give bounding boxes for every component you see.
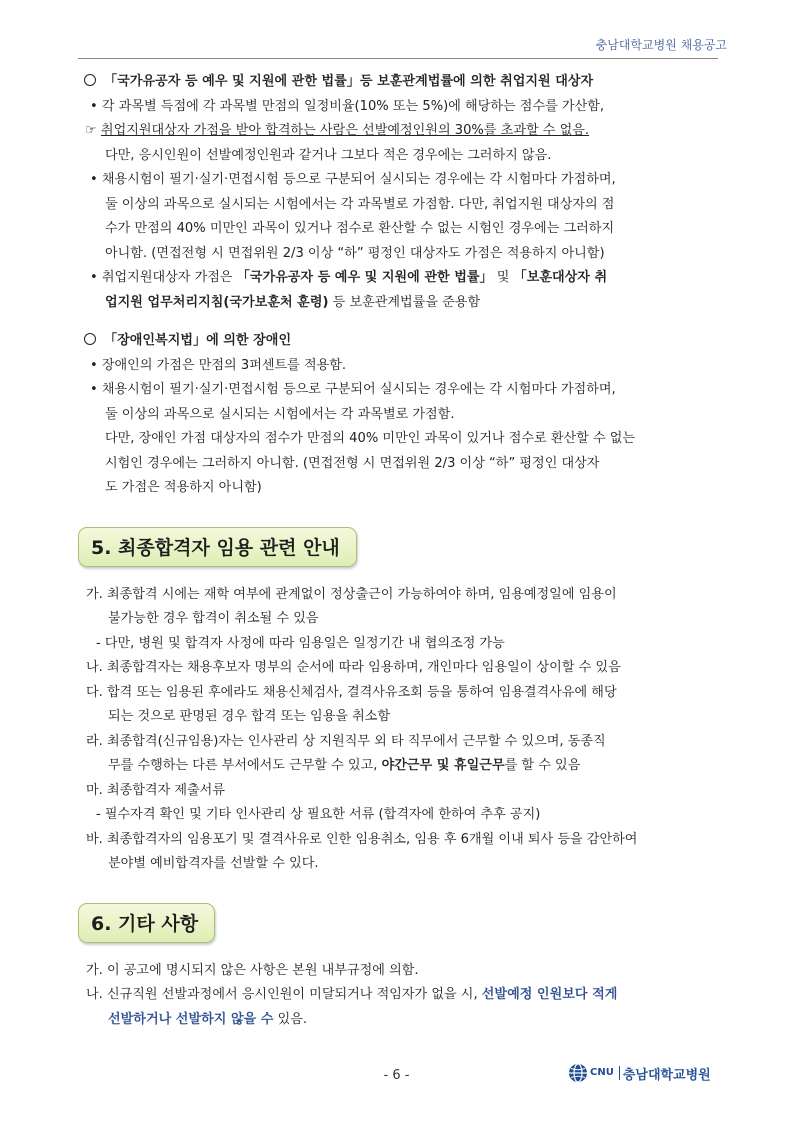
veterans-bullet-2-line-3: 수가 만점의 40% 미만인 과목이 있거나 점수로 환산할 수 없는 시험인 경우에는 그러하지 (105, 221, 615, 236)
veterans-bullet-2-line-1: • 채용시험이 필기‧실기‧면접시험 등으로 구분되어 실시되는 경우에는 각 시험마다 가점하며, (90, 172, 616, 187)
hospital-logo (568, 1063, 711, 1083)
veterans-bullet-3-line-1: • 취업지원대상자 가점은 「국가유공자 등 예우 및 지원에 관한 법률」 및 「보훈대상자 취 (90, 270, 608, 285)
disabled-bullet-2-line-2: 둘 이상의 과목으로 실시되는 시험에서는 각 과목별로 가점함. (105, 406, 455, 422)
veterans-bullet-2-line-4: 아니함. (면접전형 시 면접위원 2/3 이상 “하” 평정인 대상자도 가점은 적용하지 아니함) (105, 245, 605, 261)
s5-item-na: 나. 최종합격자는 채용후보자 명부의 순서에 따라 임용하며, 개인마다 임용일이 상이할 수 있음 (86, 660, 621, 675)
s5-item-ra-line-1: 라. 최종합격(신규임용)자는 인사관리 상 지원직무 외 타 직무에서 근무할 수 있으며, 동종직 (86, 733, 606, 749)
logo-separator (619, 1066, 620, 1080)
circle-bullet-icon (84, 74, 96, 86)
globe-logo-icon (568, 1063, 588, 1083)
disabled-bullet-2-line-5: 도 가점은 적용하지 아니함) (105, 480, 262, 495)
page-content (80, 70, 720, 1032)
pointing-hand-icon: ☞ (85, 123, 97, 138)
s6-item-na-line-1: 나. 신규직원 선발과정에서 응시인원이 미달되거나 적임자가 없을 시, 선발예정 인원보다 적게 (86, 987, 618, 1002)
s5-item-ga-line-2: 불가능한 경우 합격이 취소될 수 있음 (108, 611, 319, 626)
s5-item-ba-line-1: 바. 최종합격자의 임용포기 및 결격사유로 인한 임용취소, 임용 후 6개월 이내 퇴사 등을 감안하여 (86, 831, 638, 847)
disabled-bullet-1: • 장애인의 가점은 만점의 3퍼센트를 적용함. (90, 357, 347, 373)
s5-item-da-line-2: 되는 것으로 판명된 경우 합격 또는 임용을 취소함 (108, 709, 391, 724)
veterans-bullet-3-line-2: 업지원 업무처리지침(국가보훈처 훈령) 등 보훈관계법률을 준용함 (105, 294, 481, 310)
s5-item-ra-line-2: 무를 수행하는 다른 부서에서도 근무할 수 있고, 야간근무 및 휴일근무를 할 수 있음 (108, 758, 581, 773)
s6-highlight-2: 선발하거나 선발하지 않을 수 (108, 1011, 274, 1027)
s5-item-ga-line-1: 가. 최종합격 시에는 재학 여부에 관계없이 정상출근이 가능하여야 하며, 임용예정일에 임용이 (86, 586, 617, 602)
s6-highlight-1: 선발예정 인원보다 적게 (481, 987, 618, 1002)
circle-bullet-icon (84, 333, 96, 345)
veterans-note-cont: 다만, 응시인원이 선발예정인원과 같거나 그보다 적은 경우에는 그러하지 않음. (105, 147, 552, 163)
s5-item-ga-dash: - 다만, 병원 및 합격자 사정에 따라 임용일은 일정기간 내 협의조정 가능 (96, 635, 505, 651)
disabled-heading: 「장애인복지법」에 의한 장애인 (80, 329, 720, 354)
veterans-heading: 「국가유공자 등 예우 및 지원에 관한 법률」등 보훈관계법률에 의한 취업지원 대상자 (80, 70, 720, 95)
disabled-bullet-2-line-3: 다만, 장애인 가점 대상자의 점수가 만점의 40% 미만인 과목이 있거나 점수로 환산할 수 없는 (105, 431, 636, 446)
s5-item-da-line-1: 다. 합격 또는 임용된 후에라도 채용신체검사, 결격사유조회 등을 통하여 임용결격사유에 해당 (86, 684, 617, 700)
s6-item-ga: 가. 이 공고에 명시되지 않은 사항은 본원 내부규정에 의함. (86, 962, 419, 978)
header-title: 충남대학교병원 채용공고 (595, 38, 727, 52)
s5-item-ma: 마. 최종합격자 제출서류 (86, 782, 225, 798)
s5-item-ba-line-2: 분야별 예비합격자를 선발할 수 있다. (108, 856, 319, 871)
section-6-title: 6. 기타 사항 (78, 903, 215, 943)
header-divider (78, 58, 718, 59)
veterans-note-underlined: 취업지원대상자 가점을 받아 합격하는 사람은 선발예정인원의 30%를 초과할 수 없음. (100, 123, 590, 138)
logo-cnu-text: CNU (590, 1067, 614, 1078)
disabled-bullet-2-line-1: • 채용시험이 필기‧실기‧면접시험 등으로 구분되어 실시되는 경우에는 각 시험마다 가점하며, (90, 382, 616, 397)
page-number: - 6 - (383, 1068, 410, 1083)
veterans-bullet-2-line-2: 둘 이상의 과목으로 실시되는 시험에서는 각 과목별로 가점함. 다만, 취업지원 대상자의 점 (105, 196, 615, 212)
s6-item-na-line-2: 선발하거나 선발하지 않을 수 있음. (108, 1011, 308, 1027)
disabled-bullet-2-line-4: 시험인 경우에는 그러하지 아니함. (면접전형 시 면접위원 2/3 이상 “하” 평정인 대상자 (105, 455, 600, 471)
s5-item-ma-dash: - 필수자격 확인 및 기타 인사관리 상 필요한 서류 (합격자에 한하여 추후 공지) (96, 807, 541, 822)
section-5-title: 5. 최종합격자 임용 관련 안내 (78, 527, 357, 567)
logo-hospital-name: 충남대학교병원 (622, 1067, 711, 1083)
veterans-bullet-1: • 각 과목별 득점에 각 과목별 만점의 일정비율(10% 또는 5%)에 해당하는 점수를 가산함, (90, 98, 605, 114)
veterans-note (80, 119, 720, 144)
